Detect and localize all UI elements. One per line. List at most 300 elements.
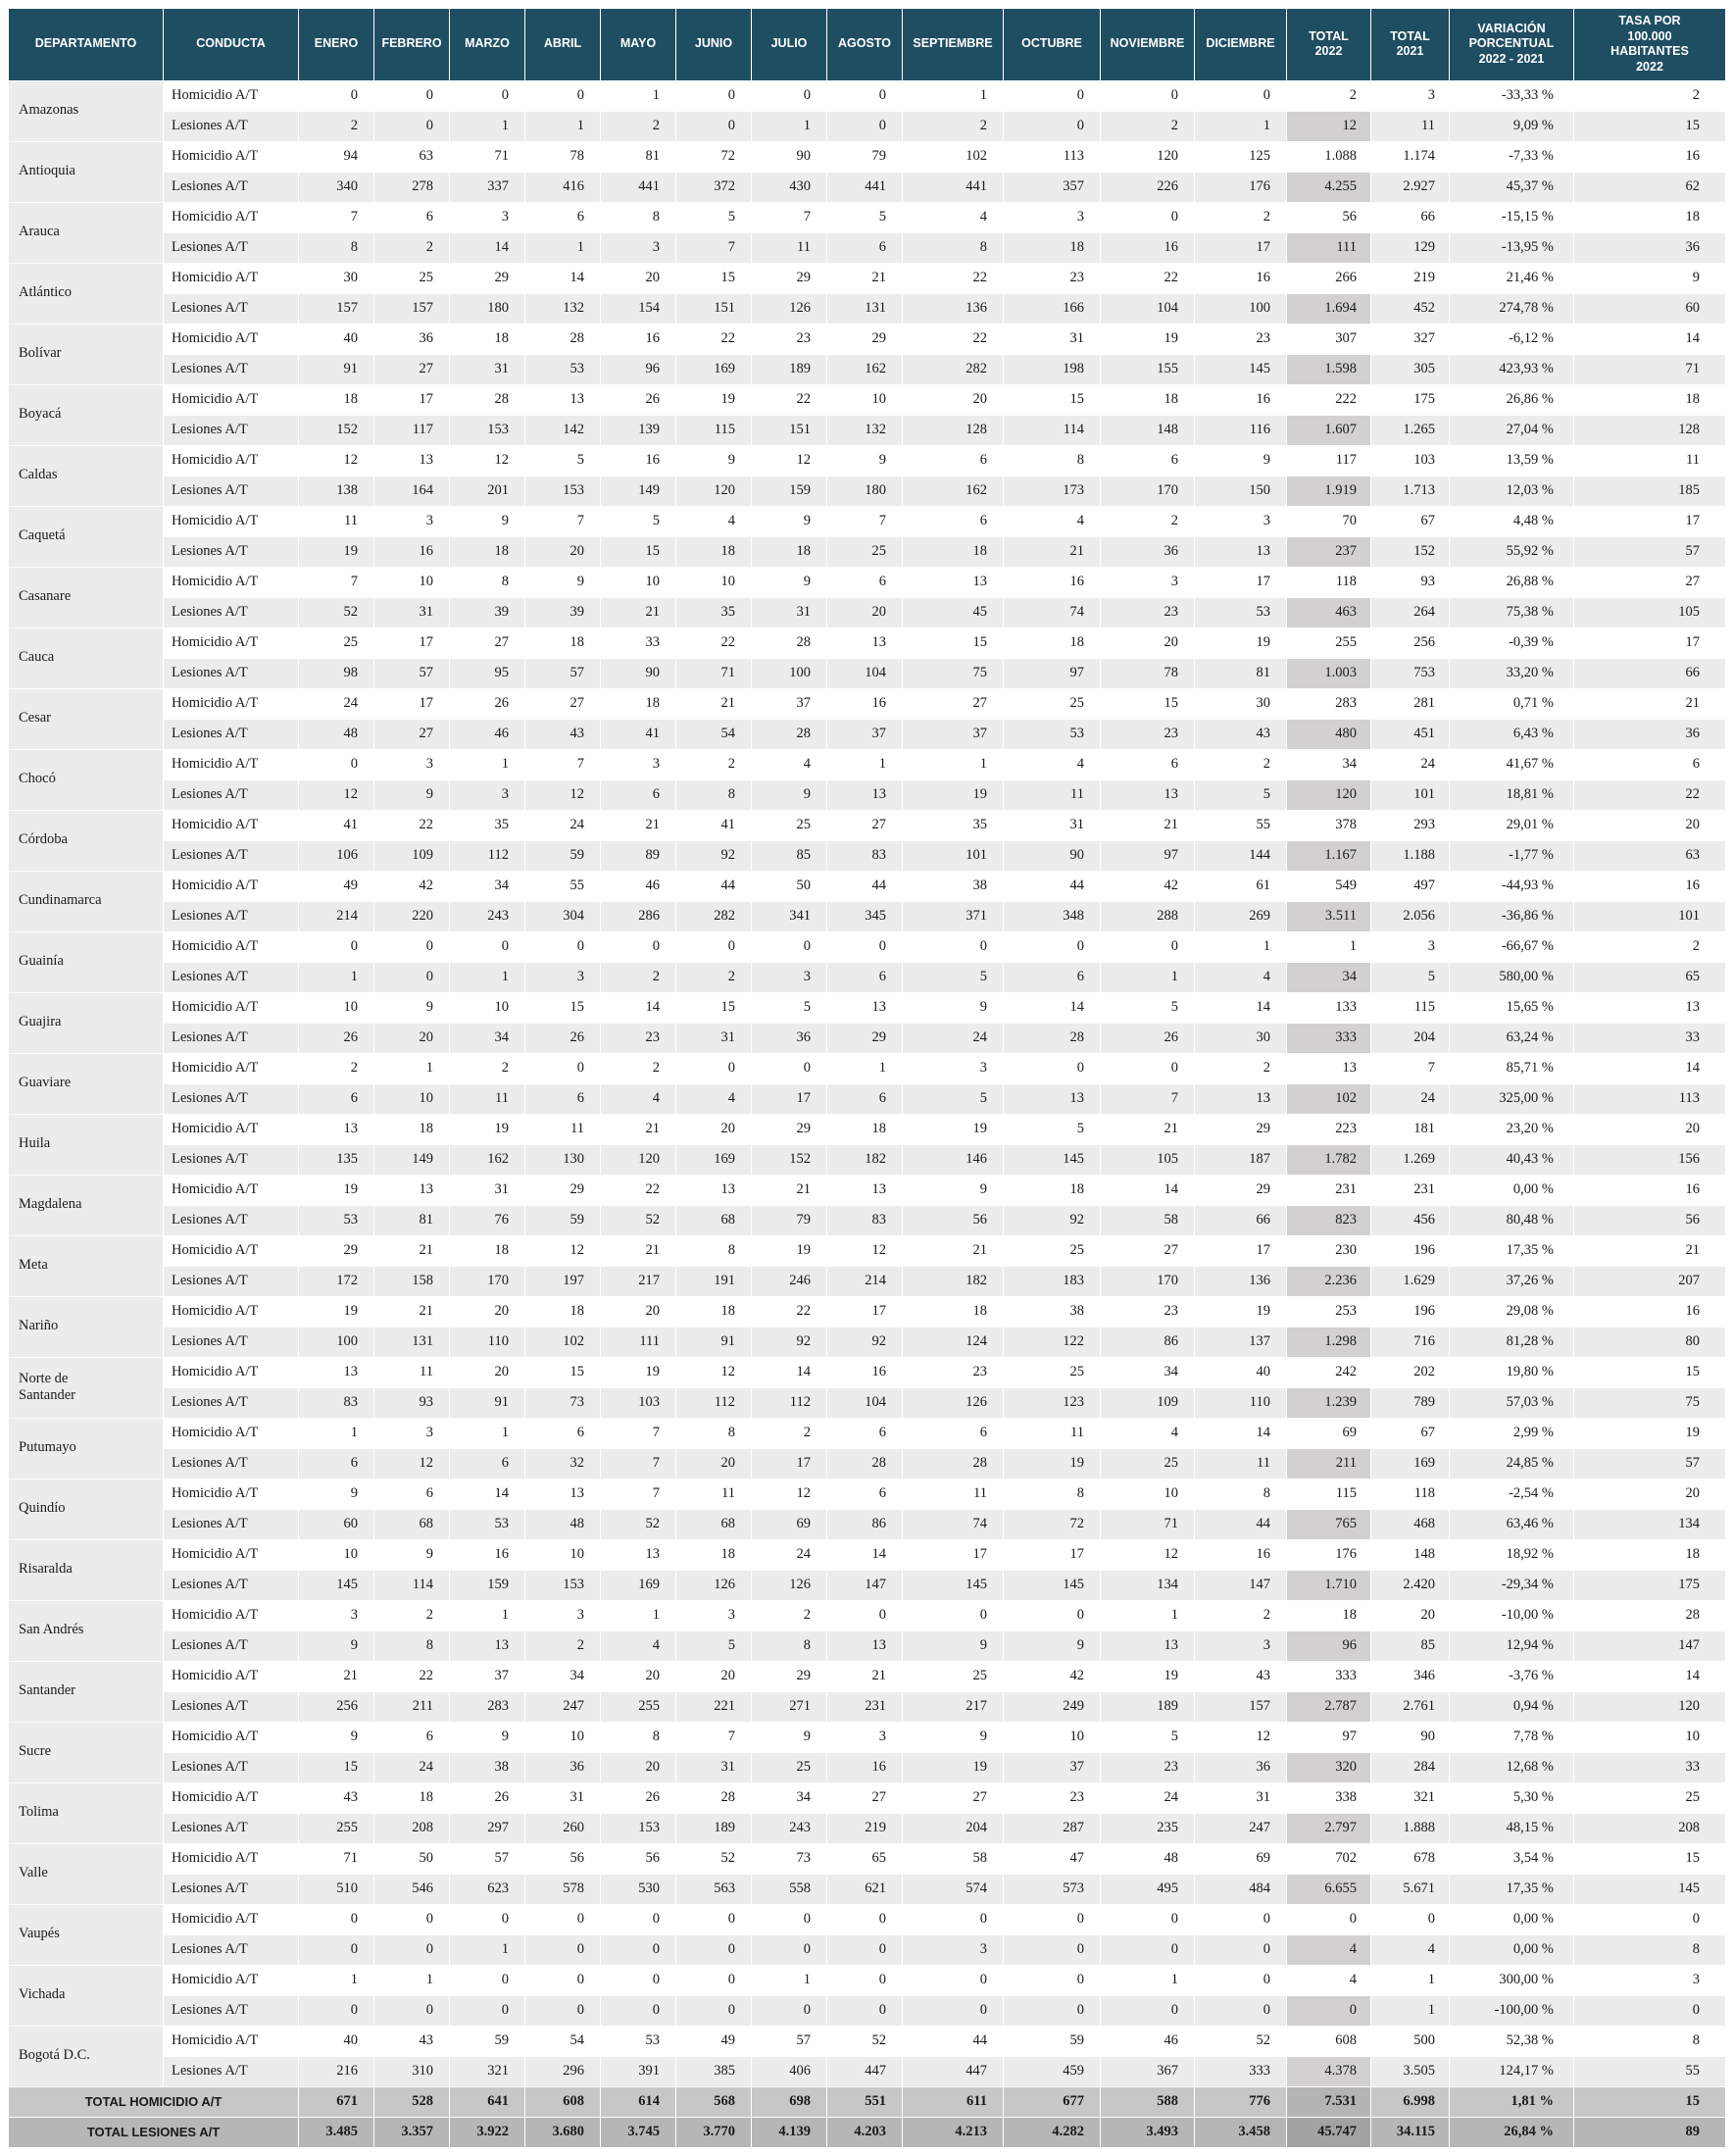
value-cell: 180 <box>450 293 525 324</box>
total-value-cell: 26,84 % <box>1450 2117 1574 2147</box>
value-cell: 23 <box>1004 1782 1101 1813</box>
value-cell: 2 <box>1574 80 1726 111</box>
value-cell: 1 <box>1195 111 1287 141</box>
value-cell: 176 <box>1287 1539 1371 1570</box>
table-row <box>9 1387 1726 1418</box>
value-cell: 29,08 % <box>1450 1296 1574 1327</box>
value-cell: 52 <box>676 1843 752 1874</box>
conducta-cell: Lesiones A/T <box>164 1995 299 2026</box>
value-cell: 13 <box>676 1175 752 1205</box>
col-header-junio: JUNIO <box>676 9 752 81</box>
value-cell: 2 <box>601 111 676 141</box>
value-cell: 22 <box>752 384 827 415</box>
value-cell: 59 <box>450 2026 525 2056</box>
value-cell: 176 <box>1195 172 1287 202</box>
value-cell: 90 <box>1004 840 1101 871</box>
value-cell: 145 <box>1004 1144 1101 1175</box>
value-cell: 25 <box>1004 1357 1101 1387</box>
value-cell: 45 <box>903 597 1004 627</box>
value-cell: 5 <box>1101 992 1195 1023</box>
value-cell: 441 <box>601 172 676 202</box>
value-cell: 0 <box>525 80 601 111</box>
value-cell: 0 <box>752 931 827 962</box>
value-cell: 9 <box>903 1630 1004 1661</box>
value-cell: 43 <box>1195 719 1287 749</box>
value-cell: 37 <box>450 1661 525 1691</box>
conducta-cell: Lesiones A/T <box>164 1387 299 1418</box>
value-cell: 283 <box>1287 688 1371 719</box>
value-cell: 20 <box>827 597 903 627</box>
value-cell: 19 <box>299 1175 374 1205</box>
value-cell: 117 <box>1287 445 1371 476</box>
value-cell: 63,24 % <box>1450 1023 1574 1053</box>
col-header-diciembre: DICIEMBRE <box>1195 9 1287 81</box>
value-cell: 26 <box>450 1782 525 1813</box>
value-cell: 333 <box>1195 2056 1287 2086</box>
value-cell: 17 <box>752 1083 827 1114</box>
value-cell: 60 <box>299 1509 374 1539</box>
value-cell: 0 <box>374 1995 450 2026</box>
value-cell: 18 <box>601 688 676 719</box>
value-cell: 152 <box>1371 536 1450 567</box>
table-row <box>9 1327 1726 1357</box>
value-cell: 8 <box>1574 1934 1726 1965</box>
value-cell: 7,78 % <box>1450 1722 1574 1752</box>
value-cell: 0 <box>601 931 676 962</box>
value-cell: 29 <box>752 1114 827 1144</box>
value-cell: 13 <box>299 1357 374 1387</box>
value-cell: 3 <box>676 1600 752 1630</box>
value-cell: 1.003 <box>1287 658 1371 688</box>
value-cell: 0 <box>827 1904 903 1934</box>
value-cell: 44 <box>676 871 752 901</box>
value-cell: 7 <box>525 749 601 779</box>
conducta-cell: Lesiones A/T <box>164 1813 299 1843</box>
value-cell: 211 <box>374 1691 450 1722</box>
value-cell: 21 <box>827 263 903 293</box>
value-cell: 0 <box>1101 931 1195 962</box>
table-row <box>9 1813 1726 1843</box>
value-cell: 13,59 % <box>1450 445 1574 476</box>
value-cell: 70 <box>1287 506 1371 536</box>
value-cell: 8 <box>374 1630 450 1661</box>
value-cell: 44 <box>827 871 903 901</box>
value-cell: 56 <box>1574 1205 1726 1235</box>
value-cell: 255 <box>601 1691 676 1722</box>
value-cell: 16 <box>1195 263 1287 293</box>
value-cell: 1.174 <box>1371 141 1450 172</box>
value-cell: 118 <box>1371 1479 1450 1509</box>
value-cell: 25 <box>1574 1782 1726 1813</box>
value-cell: 14 <box>601 992 676 1023</box>
value-cell: 307 <box>1287 324 1371 354</box>
total-value-cell: 568 <box>676 2086 752 2117</box>
value-cell: 56 <box>601 1843 676 1874</box>
value-cell: 93 <box>1371 567 1450 597</box>
value-cell: 123 <box>1004 1387 1101 1418</box>
value-cell: 56 <box>903 1205 1004 1235</box>
value-cell: 41,67 % <box>1450 749 1574 779</box>
value-cell: 9 <box>525 567 601 597</box>
department-cell: Guaviare <box>9 1053 164 1114</box>
value-cell: 5.671 <box>1371 1874 1450 1904</box>
value-cell: 24,85 % <box>1450 1448 1574 1479</box>
value-cell: 274,78 % <box>1450 293 1574 324</box>
value-cell: 15 <box>525 1357 601 1387</box>
value-cell: 9 <box>752 567 827 597</box>
table-row <box>9 1965 1726 1995</box>
value-cell: 260 <box>525 1813 601 1843</box>
value-cell: 81 <box>374 1205 450 1235</box>
total-value-cell: 4.282 <box>1004 2117 1101 2147</box>
value-cell: 765 <box>1287 1509 1371 1539</box>
value-cell: 90 <box>752 141 827 172</box>
conducta-cell: Lesiones A/T <box>164 1752 299 1782</box>
value-cell: 52 <box>299 597 374 627</box>
value-cell: 220 <box>374 901 450 931</box>
value-cell: 3 <box>1101 567 1195 597</box>
table-row <box>9 1235 1726 1266</box>
value-cell: 170 <box>1101 1266 1195 1296</box>
value-cell: 81 <box>1195 658 1287 688</box>
value-cell: 13 <box>827 627 903 658</box>
value-cell: 196 <box>1371 1296 1450 1327</box>
value-cell: 96 <box>601 354 676 384</box>
value-cell: 19 <box>1101 1661 1195 1691</box>
value-cell: 0 <box>601 1904 676 1934</box>
value-cell: 249 <box>1004 1691 1101 1722</box>
value-cell: 7 <box>299 202 374 232</box>
value-cell: 9 <box>374 992 450 1023</box>
total-value-cell: 4.203 <box>827 2117 903 2147</box>
value-cell: 10 <box>1004 1722 1101 1752</box>
value-cell: 24 <box>903 1023 1004 1053</box>
value-cell: 74 <box>903 1509 1004 1539</box>
value-cell: 13 <box>903 567 1004 597</box>
value-cell: 19 <box>903 779 1004 810</box>
value-cell: 468 <box>1371 1509 1450 1539</box>
value-cell: 25 <box>903 1661 1004 1691</box>
value-cell: 3 <box>374 1418 450 1448</box>
value-cell: 221 <box>676 1691 752 1722</box>
conducta-cell: Lesiones A/T <box>164 597 299 627</box>
value-cell: 52,38 % <box>1450 2026 1574 2056</box>
value-cell: 480 <box>1287 719 1371 749</box>
value-cell: 9 <box>374 1539 450 1570</box>
value-cell: 1 <box>903 80 1004 111</box>
value-cell: 0 <box>374 1934 450 1965</box>
value-cell: 9 <box>752 779 827 810</box>
value-cell: 237 <box>1287 536 1371 567</box>
value-cell: 10 <box>525 1722 601 1752</box>
value-cell: 17 <box>374 688 450 719</box>
value-cell: 128 <box>1574 415 1726 445</box>
value-cell: 0 <box>299 1904 374 1934</box>
value-cell: 13 <box>1195 1083 1287 1114</box>
value-cell: 7 <box>601 1448 676 1479</box>
table-row <box>9 1782 1726 1813</box>
value-cell: 5 <box>1004 1114 1101 1144</box>
value-cell: 2.927 <box>1371 172 1450 202</box>
table-row <box>9 232 1726 263</box>
value-cell: 22 <box>601 1175 676 1205</box>
value-cell: 71 <box>299 1843 374 1874</box>
value-cell: 235 <box>1101 1813 1195 1843</box>
table-row <box>9 1600 1726 1630</box>
conducta-cell: Homicidio A/T <box>164 141 299 172</box>
value-cell: 8 <box>676 1418 752 1448</box>
department-cell: Bolívar <box>9 324 164 384</box>
value-cell: 6 <box>903 445 1004 476</box>
value-cell: 13 <box>374 445 450 476</box>
value-cell: 20 <box>450 1357 525 1387</box>
value-cell: 170 <box>450 1266 525 1296</box>
value-cell: 150 <box>1195 476 1287 506</box>
value-cell: 282 <box>676 901 752 931</box>
value-cell: 282 <box>903 354 1004 384</box>
conducta-cell: Lesiones A/T <box>164 658 299 688</box>
value-cell: 372 <box>676 172 752 202</box>
table-body <box>9 80 1726 2147</box>
value-cell: 14 <box>1101 1175 1195 1205</box>
value-cell: 1 <box>1195 931 1287 962</box>
value-cell: -0,39 % <box>1450 627 1574 658</box>
value-cell: 22 <box>676 324 752 354</box>
value-cell: 246 <box>752 1266 827 1296</box>
value-cell: 9 <box>1004 1630 1101 1661</box>
value-cell: 97 <box>1101 840 1195 871</box>
value-cell: 22 <box>676 627 752 658</box>
table-row <box>9 1144 1726 1175</box>
table-row <box>9 2056 1726 2086</box>
value-cell: 36 <box>752 1023 827 1053</box>
conducta-cell: Lesiones A/T <box>164 1874 299 1904</box>
value-cell: 2.787 <box>1287 1691 1371 1722</box>
value-cell: 21 <box>374 1296 450 1327</box>
value-cell: 29 <box>752 263 827 293</box>
value-cell: 10 <box>1101 1479 1195 1509</box>
value-cell: 0 <box>752 1934 827 1965</box>
value-cell: 28 <box>752 627 827 658</box>
value-cell: 31 <box>676 1023 752 1053</box>
value-cell: 17,35 % <box>1450 1235 1574 1266</box>
value-cell: 126 <box>752 1570 827 1600</box>
value-cell: 65 <box>827 1843 903 1874</box>
value-cell: 7 <box>601 1479 676 1509</box>
conducta-cell: Homicidio A/T <box>164 506 299 536</box>
value-cell: 2,99 % <box>1450 1418 1574 1448</box>
value-cell: 4 <box>676 506 752 536</box>
value-cell: 120 <box>676 476 752 506</box>
conducta-cell: Homicidio A/T <box>164 1600 299 1630</box>
value-cell: 13 <box>525 1479 601 1509</box>
value-cell: 83 <box>827 1205 903 1235</box>
value-cell: 27 <box>903 1782 1004 1813</box>
value-cell: 242 <box>1287 1357 1371 1387</box>
value-cell: 30 <box>299 263 374 293</box>
conducta-cell: Homicidio A/T <box>164 202 299 232</box>
value-cell: 580,00 % <box>1450 962 1574 992</box>
value-cell: 0 <box>827 111 903 141</box>
value-cell: 23 <box>1004 263 1101 293</box>
value-cell: 31 <box>1004 810 1101 840</box>
value-cell: 53 <box>1004 719 1101 749</box>
value-cell: 0 <box>525 1934 601 1965</box>
value-cell: 28 <box>450 384 525 415</box>
total-value-cell: 3.745 <box>601 2117 676 2147</box>
value-cell: 6 <box>299 1083 374 1114</box>
value-cell: 2 <box>676 962 752 992</box>
value-cell: 31 <box>752 597 827 627</box>
value-cell: 2 <box>1195 202 1287 232</box>
conducta-cell: Homicidio A/T <box>164 992 299 1023</box>
value-cell: 17 <box>1574 506 1726 536</box>
value-cell: 86 <box>1101 1327 1195 1357</box>
value-cell: 19 <box>1195 1296 1287 1327</box>
value-cell: 53 <box>601 2026 676 2056</box>
value-cell: 293 <box>1371 810 1450 840</box>
value-cell: 63 <box>374 141 450 172</box>
value-cell: 162 <box>827 354 903 384</box>
value-cell: 19 <box>1004 1448 1101 1479</box>
value-cell: 281 <box>1371 688 1450 719</box>
value-cell: 20 <box>676 1114 752 1144</box>
conducta-cell: Lesiones A/T <box>164 354 299 384</box>
value-cell: 56 <box>1287 202 1371 232</box>
table-row <box>9 1752 1726 1782</box>
value-cell: 29,01 % <box>1450 810 1574 840</box>
value-cell: 2 <box>1574 931 1726 962</box>
value-cell: 1 <box>525 232 601 263</box>
conducta-cell: Homicidio A/T <box>164 1722 299 1752</box>
value-cell: 29 <box>1195 1114 1287 1144</box>
value-cell: 0 <box>299 80 374 111</box>
table-row <box>9 1874 1726 1904</box>
value-cell: 13 <box>1195 536 1287 567</box>
value-cell: 74 <box>1004 597 1101 627</box>
value-cell: 340 <box>299 172 374 202</box>
value-cell: 100 <box>752 658 827 688</box>
value-cell: 18 <box>450 324 525 354</box>
value-cell: 153 <box>525 1570 601 1600</box>
value-cell: 296 <box>525 2056 601 2086</box>
value-cell: 0 <box>903 931 1004 962</box>
value-cell: 39 <box>525 597 601 627</box>
value-cell: 57 <box>1574 536 1726 567</box>
value-cell: 284 <box>1371 1752 1450 1782</box>
value-cell: 11 <box>1004 779 1101 810</box>
value-cell: 26 <box>299 1023 374 1053</box>
value-cell: 41 <box>676 810 752 840</box>
value-cell: 219 <box>827 1813 903 1843</box>
value-cell: 530 <box>601 1874 676 1904</box>
value-cell: 30 <box>1195 688 1287 719</box>
value-cell: 1 <box>299 1418 374 1448</box>
value-cell: 55 <box>1195 810 1287 840</box>
department-cell: Huila <box>9 1114 164 1175</box>
value-cell: 1 <box>450 1934 525 1965</box>
value-cell: 208 <box>1574 1813 1726 1843</box>
col-header-febrero: FEBRERO <box>374 9 450 81</box>
value-cell: 3 <box>525 1600 601 1630</box>
value-cell: 264 <box>1371 597 1450 627</box>
conducta-cell: Homicidio A/T <box>164 384 299 415</box>
value-cell: 18 <box>525 627 601 658</box>
value-cell: 68 <box>374 1509 450 1539</box>
value-cell: 327 <box>1371 324 1450 354</box>
value-cell: 10 <box>374 567 450 597</box>
value-cell: 3 <box>374 749 450 779</box>
value-cell: 22 <box>903 263 1004 293</box>
value-cell: 15,65 % <box>1450 992 1574 1023</box>
value-cell: 134 <box>1574 1509 1726 1539</box>
value-cell: 20 <box>676 1448 752 1479</box>
value-cell: 4 <box>1287 1965 1371 1995</box>
value-cell: 1 <box>1371 1965 1450 1995</box>
value-cell: 28 <box>903 1448 1004 1479</box>
value-cell: 338 <box>1287 1782 1371 1813</box>
value-cell: 33,20 % <box>1450 658 1574 688</box>
value-cell: 0 <box>1101 1904 1195 1934</box>
value-cell: 17 <box>1195 232 1287 263</box>
table-row <box>9 1661 1726 1691</box>
value-cell: 0 <box>450 1965 525 1995</box>
value-cell: 17 <box>903 1539 1004 1570</box>
value-cell: 52 <box>827 2026 903 2056</box>
value-cell: 80,48 % <box>1450 1205 1574 1235</box>
value-cell: 23 <box>903 1357 1004 1387</box>
value-cell: 57 <box>752 2026 827 2056</box>
value-cell: 5 <box>1371 962 1450 992</box>
col-header-tasa-habitantes: TASA POR 100.000 HABITANTES 2022 <box>1574 9 1726 81</box>
value-cell: 19 <box>752 1235 827 1266</box>
table-row <box>9 1357 1726 1387</box>
table-row <box>9 1114 1726 1144</box>
value-cell: 44 <box>903 2026 1004 2056</box>
value-cell: 4 <box>752 749 827 779</box>
value-cell: 447 <box>827 2056 903 2086</box>
value-cell: 47 <box>1004 1843 1101 1874</box>
value-cell: 16 <box>450 1539 525 1570</box>
value-cell: 75 <box>903 658 1004 688</box>
value-cell: 16 <box>374 536 450 567</box>
value-cell: 7 <box>1371 1053 1450 1083</box>
value-cell: 61 <box>1195 871 1287 901</box>
value-cell: 57,03 % <box>1450 1387 1574 1418</box>
value-cell: 231 <box>1371 1175 1450 1205</box>
value-cell: 120 <box>1574 1691 1726 1722</box>
value-cell: 185 <box>1574 476 1726 506</box>
value-cell: 25 <box>1004 1235 1101 1266</box>
value-cell: 12 <box>525 779 601 810</box>
conducta-cell: Homicidio A/T <box>164 445 299 476</box>
value-cell: 5 <box>525 445 601 476</box>
table-row <box>9 1570 1726 1600</box>
value-cell: 0 <box>1371 1904 1450 1934</box>
total-value-cell: 611 <box>903 2086 1004 2117</box>
value-cell: 22 <box>1574 779 1726 810</box>
value-cell: -1,77 % <box>1450 840 1574 871</box>
conducta-cell: Homicidio A/T <box>164 810 299 840</box>
value-cell: 305 <box>1371 354 1450 384</box>
value-cell: 204 <box>1371 1023 1450 1053</box>
value-cell: 149 <box>374 1144 450 1175</box>
value-cell: 24 <box>752 1539 827 1570</box>
value-cell: 18 <box>1287 1600 1371 1630</box>
value-cell: 12 <box>752 1479 827 1509</box>
value-cell: 21 <box>374 1235 450 1266</box>
value-cell: 3 <box>450 779 525 810</box>
